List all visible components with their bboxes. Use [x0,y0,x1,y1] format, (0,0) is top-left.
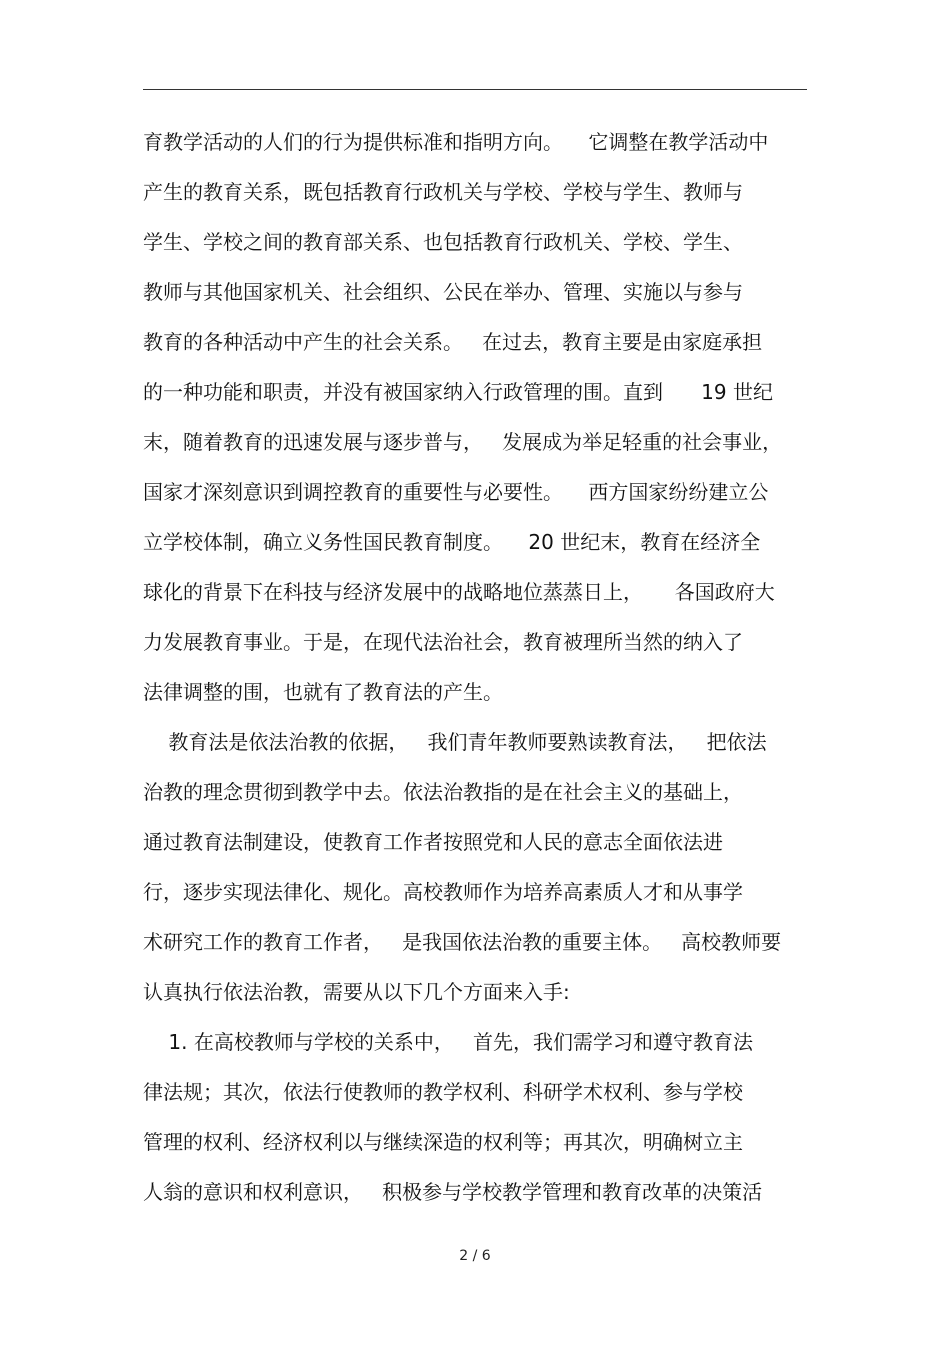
text-line: 力发展教育事业。于是，在现代法治社会，教育被理所当然的纳入了 [143,630,743,654]
text-line: 法律调整的围，也就有了教育法的产生。 [143,680,503,704]
page-number: 2 / 6 [459,1248,491,1264]
text-line: 律法规；其次，依法行使教师的教学权利、科研学术权利、参与学校 [143,1080,743,1104]
text-line: 国家才深刻意识到调控教育的重要性与必要性。 西方国家纷纷建立公 [143,480,769,504]
text-line: 1. 在高校教师与学校的关系中， 首先，我们需学习和遵守教育法 [143,1030,753,1054]
text-line: 管理的权利、经济权利以与继续深造的权利等；再其次，明确树立主 [143,1130,743,1154]
text-line: 教育法是依法治教的依据， 我们青年教师要熟读教育法， 把依法 [143,730,767,754]
text-line: 球化的背景下在科技与经济发展中的战略地位蒸蒸日上， 各国政府大 [143,580,775,604]
text-line: 治教的理念贯彻到教学中去。依法治教指的是在社会主义的基础上， [143,780,743,804]
text-line: 通过教育法制建设，使教育工作者按照党和人民的意志全面依法进 [143,830,723,854]
body-text [143,117,843,1217]
text-line: 教师与其他国家机关、社会组织、公民在举办、管理、实施以与参与 [143,280,743,304]
text-line: 产生的教育关系，既包括教育行政机关与学校、学校与学生、教师与 [143,180,743,204]
text-line: 术研究工作的教育工作者， 是我国依法治教的重要主体。 高校教师要 [143,930,782,954]
text-line: 的一种功能和职责，并没有被国家纳入行政管理的围。直到 19 世纪 [143,380,773,404]
text-line: 立学校体制，确立义务性国民教育制度。 20 世纪末，教育在经济全 [143,530,761,554]
text-line: 人翁的意识和权利意识， 积极参与学校教学管理和教育改革的决策活 [143,1180,763,1204]
text-line: 末，随着教育的迅速发展与逐步普与， 发展成为举足轻重的社会事业， [143,430,783,454]
text-line: 教育的各种活动中产生的社会关系。 在过去，教育主要是由家庭承担 [143,330,763,354]
text-line: 行，逐步实现法律化、规化。高校教师作为培养高素质人才和从事学 [143,880,743,904]
text-line: 认真执行依法治教，需要从以下几个方面来入手: [143,980,570,1004]
header-rule [143,89,807,90]
text-line: 学生、学校之间的教育部关系、也包括教育行政机关、学校、学生、 [143,230,743,254]
text-line: 育教学活动的人们的行为提供标准和指明方向。 它调整在教学活动中 [143,130,769,154]
